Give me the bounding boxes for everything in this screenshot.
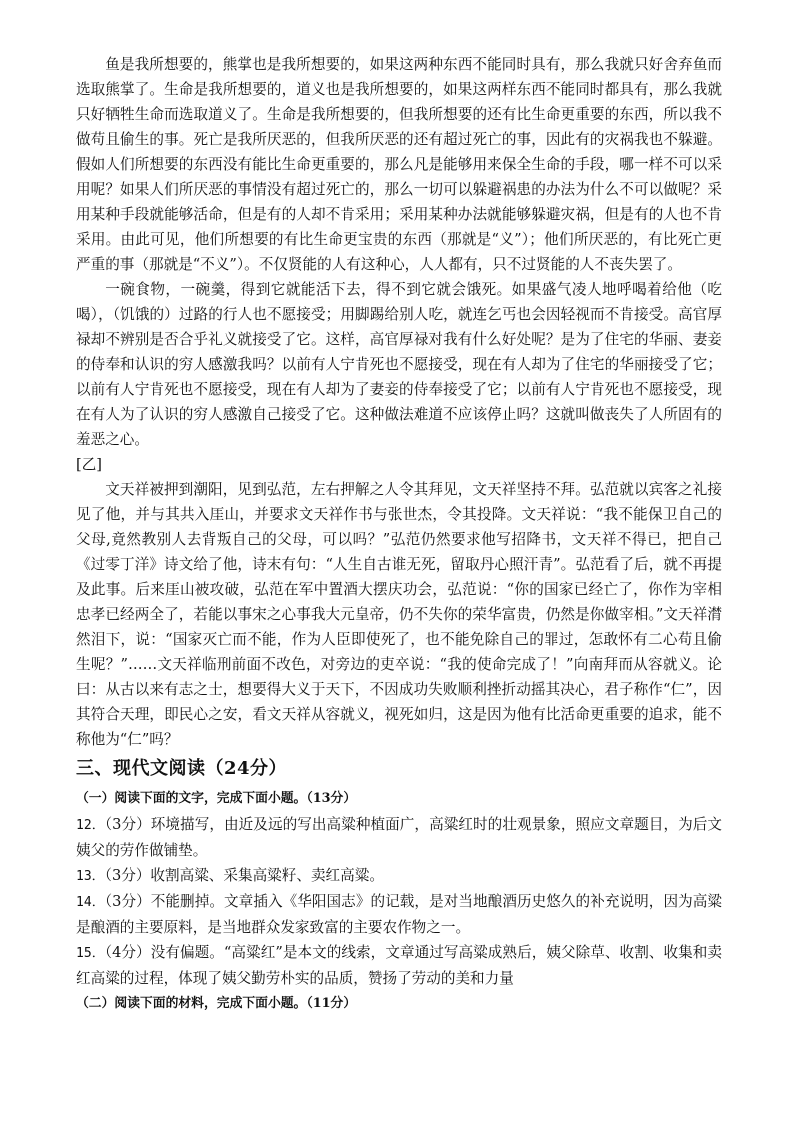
answer-item xyxy=(76,863,722,889)
answer-item xyxy=(76,940,722,991)
answer-item xyxy=(76,889,722,940)
answer-text: （4分）没有偏题。“高粱红”是本文的线索，文章通过写高粱成熟后，姨父除草、收割、收集和卖红高粱的过程，体现了姨父勤劳朴实的品质，赞扬了劳动的美和力量 xyxy=(76,944,722,987)
yi-label: [乙] xyxy=(76,456,102,473)
part-2-heading: （二）阅读下面的材料，完成下面小题。（11分） xyxy=(76,996,357,1011)
jia-paragraph-2: 一碗食物，一碗羹，得到它就能活下去，得不到它就会饿死。如果盛气凌人地呼喝着给他（吃喝），（饥饿的）过路的行人也不愿接受；用脚踢给别人吃，就连乞丐也会因轻视而不肯接受。高官厚禄却不辨别是否合乎礼义就接受了它。这样，高官厚禄对我有什么好处呢？是为了住宅的华丽、妻妾的侍奉和认识的穷人感激我吗？以前有人宁肯死也不愿接受，现在有人却为了住宅的华丽接受了它；以前有人宁肯死也不愿接受，现在有人却为了妻妾的侍奉接受了它；以前有人宁肯死也不愿接受，现在有人为了认识的穷人感激自己接受了它。这种做法难道不应该停止吗？这就叫做丧失了人所固有的羞恶之心。 xyxy=(76,281,722,448)
section-3-heading: 三、现代文阅读（24分） xyxy=(76,758,288,779)
answer-number: 15． xyxy=(76,946,105,961)
answer-text: （3分）不能删掉。文章插入《华阳国志》的记载，是对当地酿酒历史悠久的补充说明，因为高粱是酿酒的主要原料，是当地群众发家致富的主要农作物之一。 xyxy=(76,893,722,936)
answer-text: （3分）收割高粱、采集高粱籽、卖红高粱。 xyxy=(104,867,384,884)
yi-paragraph: 文天祥被押到潮阳，见到弘范，左右押解之人令其拜见，文天祥坚持不拜。弘范就以宾客之礼接见了他，并与其共入厓山，并要求文天祥作书与张世杰，令其投降。文天祥说：“我不能保卫自己的父母,竟然教别人去背叛自己的父母，可以吗？”弘范仍然要求他写招降书，文天祥不得已，把自己《过零丁洋》诗文给了他，诗末有句：“人生自古谁无死，留取丹心照汗青”。弘范看了后，就不再提及此事。后来厓山被攻破，弘范在军中置酒大摆庆功会，弘范说：“你的国家已经亡了，你作为宰相忠孝已经两全了，若能以事宋之心事我大元皇帝，仍不失你的荣华富贵，仍然是你做宰相。”文天祥潸然泪下，说：“国家灭亡而不能，作为人臣即使死了，也不能免除自己的罪过，怎敢怀有二心苟且偷生呢？”……文天祥临刑前面不改色，对旁边的吏卒说：“我的使命完成了！”向南拜而从容就义。论曰：从古以来有志之士，想要得大义于天下，不因成功失败顺利挫折动摇其决心，君子称作“仁”，因其符合天理，即民心之安，看文天祥从容就义，视死如归，这是因为他有比活命更重要的追求，能不称他为“仁”吗？ xyxy=(76,481,722,748)
answer-number: 13． xyxy=(76,869,105,884)
part-1-heading: （一）阅读下面的文字，完成下面小题。（13分） xyxy=(76,791,357,806)
answer-item xyxy=(76,812,722,863)
document-page xyxy=(76,52,722,1017)
answer-text: （3分）环境描写，由近及远的写出高粱种植面广，高粱红时的壮观景象，照应文章题目，为后文姨父的劳作做铺垫。 xyxy=(76,816,722,859)
jia-paragraph-1: 鱼是我所想要的，熊掌也是我所想要的，如果这两种东西不能同时具有，那么我就只好舍弃鱼而选取熊掌了。生命是我所想要的，道义也是我所想要的，如果这两样东西不能同时都具有，那么我就只好牺牲生命而选取道义了。生命是我所想要的，但我所想要的还有比生命更重要的东西，所以我不做苟且偷生的事。死亡是我所厌恶的，但我所厌恶的还有超过死亡的事，因此有的灾祸我也不躲避。假如人们所想要的东西没有能比生命更重要的，那么凡是能够用来保全生命的手段，哪一样不可以采用呢？如果人们所厌恶的事情没有超过死亡的，那么一切可以躲避祸患的办法为什么不可以做呢？采用某种手段就能够活命，但是有的人却不肯采用；采用某种办法就能够躲避灾祸，但是有的人也不肯采用。由此可见，他们所想要的有比生命更宝贵的东西（那就是“义”）；他们所厌恶的，有比死亡更严重的事（那就是“不义”）。不仅贤能的人有这种心，人人都有，只不过贤能的人不丧失罢了。 xyxy=(76,56,722,273)
answer-number: 14． xyxy=(76,895,105,910)
answer-number: 12． xyxy=(76,818,105,833)
